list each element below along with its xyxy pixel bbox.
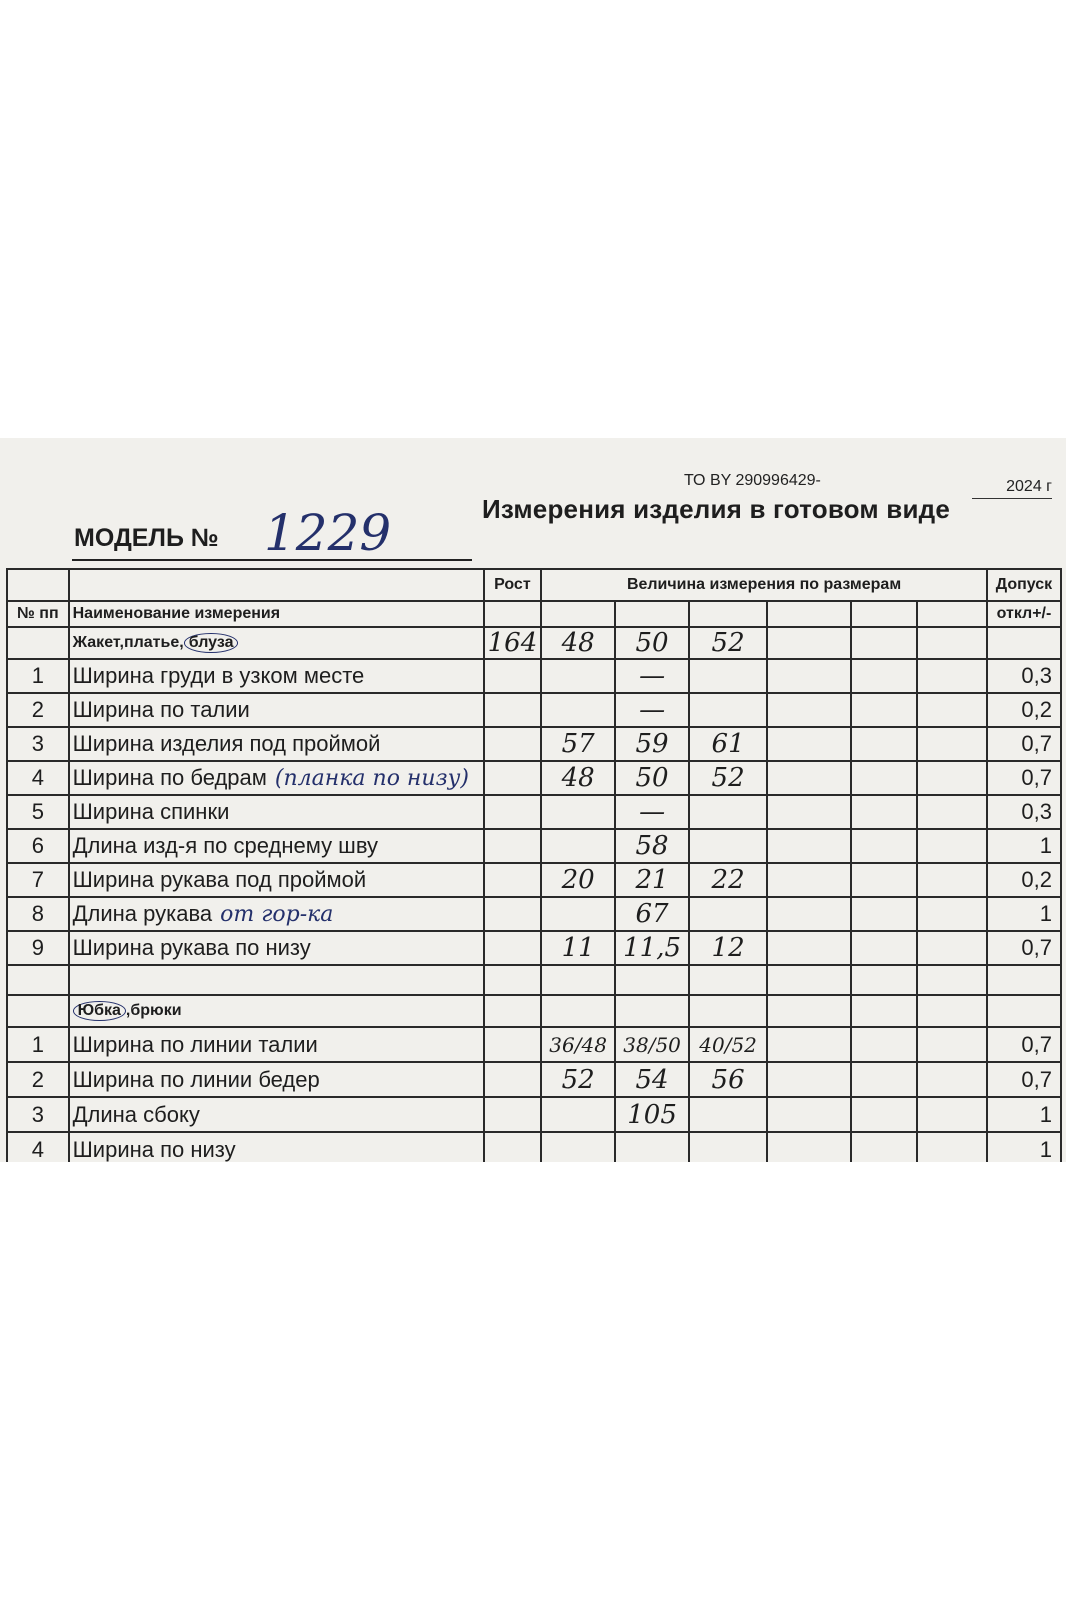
group1-size-5 xyxy=(851,627,917,659)
empty-size-5 xyxy=(851,863,917,897)
header-height: Рост xyxy=(484,569,542,601)
empty-size-4 xyxy=(767,761,851,795)
empty-size-6 xyxy=(917,727,987,761)
empty-size-4 xyxy=(767,1027,851,1062)
size-value-1: 57 xyxy=(541,727,615,761)
size-value-1 xyxy=(541,829,615,863)
measurement-label: Длина рукава xyxy=(72,901,213,926)
measurement-label: Ширина по бедрам xyxy=(72,765,267,790)
tolerance-value: 0,2 xyxy=(987,693,1061,727)
row-number: 4 xyxy=(7,761,69,795)
measurement-name xyxy=(69,829,484,863)
empty-size-6 xyxy=(917,795,987,829)
group2-num-cell xyxy=(7,995,69,1027)
group2-header xyxy=(7,965,1061,1027)
doc-title: Измерения изделия в готовом виде xyxy=(482,494,951,524)
measurement-name xyxy=(69,1062,484,1097)
empty-size-6 xyxy=(917,1132,987,1162)
spacer-row xyxy=(7,965,1061,995)
header-height-bottom xyxy=(484,601,542,627)
tolerance-value: 0,7 xyxy=(987,931,1061,965)
size-value-3: 22 xyxy=(689,863,767,897)
spacer-cell-4 xyxy=(541,965,615,995)
empty-size-5 xyxy=(851,897,917,931)
height-cell xyxy=(484,727,542,761)
group1-rows xyxy=(7,659,1061,965)
table-row xyxy=(7,1097,1061,1132)
row-number: 6 xyxy=(7,829,69,863)
size-value-2 xyxy=(615,1132,689,1162)
spacer-cell-8 xyxy=(851,965,917,995)
size-value-3 xyxy=(689,659,767,693)
empty-size-5 xyxy=(851,1027,917,1062)
empty-size-4 xyxy=(767,795,851,829)
measurement-label: Ширина рукава под проймой xyxy=(72,867,367,892)
row-number: 7 xyxy=(7,863,69,897)
empty-size-5 xyxy=(851,693,917,727)
size-value-2: — xyxy=(615,693,689,727)
height-cell xyxy=(484,761,542,795)
header-num-top xyxy=(7,569,69,601)
size-value-1 xyxy=(541,897,615,931)
size-value-2: 105 xyxy=(615,1097,689,1132)
group1-size-2: 50 xyxy=(615,627,689,659)
empty-size-5 xyxy=(851,1132,917,1162)
empty-size-4 xyxy=(767,727,851,761)
empty-size-4 xyxy=(767,693,851,727)
row-number: 9 xyxy=(7,931,69,965)
row-number: 8 xyxy=(7,897,69,931)
size-value-3 xyxy=(689,1097,767,1132)
group2-size-4 xyxy=(767,995,851,1027)
tolerance-value: 0,7 xyxy=(987,1062,1061,1097)
empty-size-6 xyxy=(917,659,987,693)
row-number: 4 xyxy=(7,1132,69,1162)
header-size-col-1 xyxy=(541,601,615,627)
group1-size-1: 48 xyxy=(541,627,615,659)
table-row xyxy=(7,761,1061,795)
group1-height: 164 xyxy=(484,627,542,659)
measurement-name xyxy=(69,659,484,693)
measurement-sheet xyxy=(0,438,1066,1162)
empty-size-6 xyxy=(917,863,987,897)
handwritten-note: от гор-ка xyxy=(220,902,334,927)
header-size-col-4 xyxy=(767,601,851,627)
height-cell xyxy=(484,829,542,863)
measurement-label: Ширина рукава по низу xyxy=(72,935,311,960)
height-cell xyxy=(484,1097,542,1132)
size-value-2: — xyxy=(615,659,689,693)
size-value-1 xyxy=(541,693,615,727)
empty-size-4 xyxy=(767,897,851,931)
group2-size-6 xyxy=(917,995,987,1027)
empty-size-6 xyxy=(917,1097,987,1132)
size-value-1 xyxy=(541,795,615,829)
group1-title-prefix: Жакет,платье, xyxy=(72,634,184,651)
spacer-cell-3 xyxy=(484,965,542,995)
size-value-1: 48 xyxy=(541,761,615,795)
header-rows xyxy=(7,569,1061,659)
table-row xyxy=(7,863,1061,897)
group2-height-cell xyxy=(484,995,542,1027)
size-value-1 xyxy=(541,1097,615,1132)
group2-size-1 xyxy=(541,995,615,1027)
table-row xyxy=(7,1062,1061,1097)
empty-size-6 xyxy=(917,1027,987,1062)
group1-size-6 xyxy=(917,627,987,659)
empty-size-5 xyxy=(851,1097,917,1132)
empty-size-4 xyxy=(767,1132,851,1162)
tolerance-value: 0,7 xyxy=(987,761,1061,795)
tolerance-value: 0,7 xyxy=(987,1027,1061,1062)
model-label: МОДЕЛЬ № xyxy=(74,524,219,552)
tolerance-value: 1 xyxy=(987,829,1061,863)
header-row-2 xyxy=(7,601,1061,627)
measurement-name xyxy=(69,897,484,931)
size-value-3 xyxy=(689,897,767,931)
header-num: № пп xyxy=(7,601,69,627)
height-cell xyxy=(484,693,542,727)
group2-size-2 xyxy=(615,995,689,1027)
row-number: 1 xyxy=(7,659,69,693)
size-value-2: 11,5 xyxy=(615,931,689,965)
table-row xyxy=(7,659,1061,693)
height-cell xyxy=(484,897,542,931)
size-value-1 xyxy=(541,1132,615,1162)
tolerance-value: 0,3 xyxy=(987,795,1061,829)
size-value-2: 54 xyxy=(615,1062,689,1097)
group2-size-3 xyxy=(689,995,767,1027)
spacer-cell-10 xyxy=(987,965,1061,995)
header-row-1 xyxy=(7,569,1061,601)
size-value-3 xyxy=(689,1132,767,1162)
empty-size-5 xyxy=(851,761,917,795)
doc-year: 2024 г xyxy=(972,478,1052,499)
tolerance-value: 0,3 xyxy=(987,659,1061,693)
header-size-col-2 xyxy=(615,601,689,627)
size-value-3: 12 xyxy=(689,931,767,965)
measurement-label: Ширина по линии бедер xyxy=(72,1066,320,1092)
header-name-top xyxy=(69,569,484,601)
measurement-name xyxy=(69,1097,484,1132)
size-value-2: 50 xyxy=(615,761,689,795)
size-value-1: 52 xyxy=(541,1062,615,1097)
empty-size-4 xyxy=(767,829,851,863)
tolerance-value: 1 xyxy=(987,1097,1061,1132)
empty-size-6 xyxy=(917,693,987,727)
measurement-label: Ширина по низу xyxy=(72,1136,236,1162)
group2-rows xyxy=(7,1027,1061,1162)
empty-size-5 xyxy=(851,659,917,693)
spacer-cell-1 xyxy=(7,965,69,995)
measurement-name xyxy=(69,1027,484,1062)
height-cell xyxy=(484,931,542,965)
size-value-3: 40/52 xyxy=(689,1027,767,1062)
size-value-1 xyxy=(541,659,615,693)
group2-header-row xyxy=(7,995,1061,1027)
row-number: 1 xyxy=(7,1027,69,1062)
table-row xyxy=(7,931,1061,965)
row-number: 3 xyxy=(7,727,69,761)
group1-title xyxy=(69,627,484,659)
tolerance-value: 1 xyxy=(987,1132,1061,1162)
row-number: 2 xyxy=(7,693,69,727)
height-cell xyxy=(484,1027,542,1062)
measurement-name xyxy=(69,863,484,897)
empty-size-5 xyxy=(851,727,917,761)
table-row xyxy=(7,1027,1061,1062)
spacer-cell-2 xyxy=(69,965,484,995)
group1-header-row xyxy=(7,627,1061,659)
group2-title-circled: Юбка xyxy=(73,1001,126,1021)
table-row xyxy=(7,1132,1061,1162)
group2-size-5 xyxy=(851,995,917,1027)
measurement-label: Ширина по талии xyxy=(72,697,250,722)
empty-size-4 xyxy=(767,1097,851,1132)
empty-size-5 xyxy=(851,931,917,965)
table-row xyxy=(7,829,1061,863)
empty-size-5 xyxy=(851,829,917,863)
spacer-cell-6 xyxy=(689,965,767,995)
empty-size-5 xyxy=(851,795,917,829)
tolerance-value: 1 xyxy=(987,897,1061,931)
size-value-3: 61 xyxy=(689,727,767,761)
table-row xyxy=(7,897,1061,931)
group2-tol-cell xyxy=(987,995,1061,1027)
header-size-col-6 xyxy=(917,601,987,627)
height-cell xyxy=(484,1062,542,1097)
group1-size-3: 52 xyxy=(689,627,767,659)
group1-title-circled: блуза xyxy=(184,633,239,653)
empty-size-6 xyxy=(917,1062,987,1097)
size-value-2: 21 xyxy=(615,863,689,897)
header-name: Наименование измерения xyxy=(69,601,484,627)
size-value-1: 36/48 xyxy=(541,1027,615,1062)
header-values: Величина измерения по размерам xyxy=(541,569,987,601)
measurement-label: Ширина груди в узком месте xyxy=(72,663,365,688)
tolerance-value: 0,2 xyxy=(987,863,1061,897)
height-cell xyxy=(484,795,542,829)
empty-size-6 xyxy=(917,829,987,863)
table-row xyxy=(7,795,1061,829)
row-number: 5 xyxy=(7,795,69,829)
size-value-1: 20 xyxy=(541,863,615,897)
header-size-col-5 xyxy=(851,601,917,627)
empty-size-4 xyxy=(767,931,851,965)
spacer-cell-9 xyxy=(917,965,987,995)
empty-size-4 xyxy=(767,863,851,897)
height-cell xyxy=(484,1132,542,1162)
measurement-label: Ширина изделия под проймой xyxy=(72,731,381,756)
size-value-2: 58 xyxy=(615,829,689,863)
height-cell xyxy=(484,863,542,897)
size-value-2: — xyxy=(615,795,689,829)
size-value-2: 59 xyxy=(615,727,689,761)
row-number: 3 xyxy=(7,1097,69,1132)
empty-size-6 xyxy=(917,761,987,795)
empty-size-6 xyxy=(917,897,987,931)
header-tolerance-2: откл+/- xyxy=(987,601,1061,627)
size-value-3 xyxy=(689,795,767,829)
header-tolerance-1: Допуск xyxy=(987,569,1061,601)
measurement-label: Ширина по линии талии xyxy=(72,1031,318,1057)
measurement-label: Длина изд-я по среднему шву xyxy=(72,833,379,858)
empty-size-5 xyxy=(851,1062,917,1097)
handwritten-note: (планка по низу) xyxy=(274,766,469,791)
size-value-2: 67 xyxy=(615,897,689,931)
group2-title-suffix: ,брюки xyxy=(125,1002,182,1019)
measurement-name xyxy=(69,795,484,829)
size-value-3 xyxy=(689,829,767,863)
measurement-label: Ширина спинки xyxy=(72,799,230,824)
doc-code: ТО BY 290996429- xyxy=(684,472,821,489)
group1-num-cell xyxy=(7,627,69,659)
row-number: 2 xyxy=(7,1062,69,1097)
model-underline xyxy=(72,559,472,561)
group2-title xyxy=(69,995,484,1027)
table-row xyxy=(7,693,1061,727)
measurement-name xyxy=(69,761,484,795)
empty-size-4 xyxy=(767,659,851,693)
height-cell xyxy=(484,659,542,693)
size-value-1: 11 xyxy=(541,931,615,965)
header-size-col-3 xyxy=(689,601,767,627)
size-value-3 xyxy=(689,693,767,727)
size-value-3: 52 xyxy=(689,761,767,795)
group1-size-4 xyxy=(767,627,851,659)
measurement-label: Длина сбоку xyxy=(72,1101,200,1127)
group1-tol-cell xyxy=(987,627,1061,659)
measurement-name xyxy=(69,931,484,965)
measurement-name xyxy=(69,1132,484,1162)
measurement-name xyxy=(69,693,484,727)
table-row xyxy=(7,727,1061,761)
measurement-name xyxy=(69,727,484,761)
empty-size-6 xyxy=(917,931,987,965)
model-number: 1229 xyxy=(264,504,392,562)
size-value-2: 38/50 xyxy=(615,1027,689,1062)
spacer-cell-7 xyxy=(767,965,851,995)
empty-size-4 xyxy=(767,1062,851,1097)
measurement-table xyxy=(6,568,1062,1162)
tolerance-value: 0,7 xyxy=(987,727,1061,761)
size-value-3: 56 xyxy=(689,1062,767,1097)
spacer-cell-5 xyxy=(615,965,689,995)
